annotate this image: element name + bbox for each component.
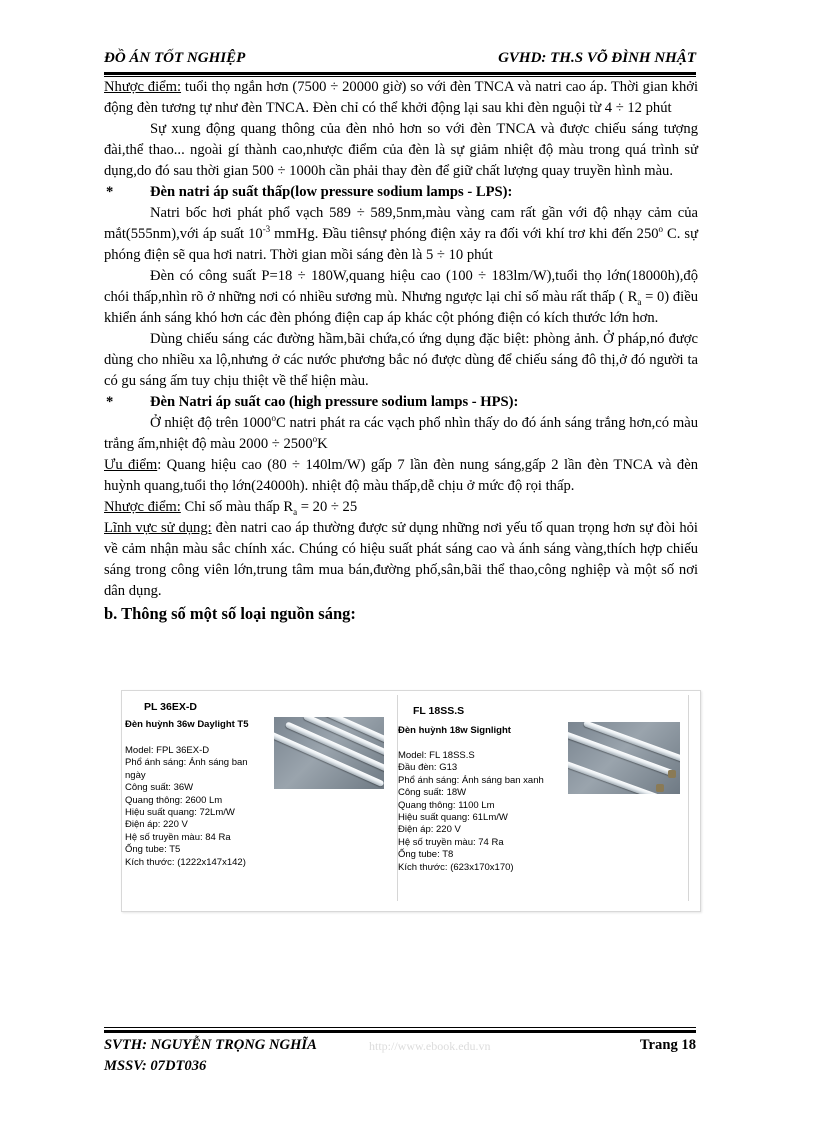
spec-line: Hệ số truyền màu: 74 Ra: [398, 836, 504, 848]
label-linh-vuc: Lĩnh vực sử dụng:: [104, 520, 212, 536]
heading-hps: [104, 392, 698, 413]
spec-line: Model: FL 18SS.S: [398, 750, 475, 761]
tube-cap-shape: [656, 784, 664, 792]
superscript: -3: [262, 224, 271, 235]
text: : Quang hiệu cao (80 ÷ 140lm/W) gấp 7 lần đèn nung sáng,gấp 2 lần đèn TNCA và đèn huỳnh quang,tuổi thọ lớn(24000h). nhiệt độ màu thấp,dễ chịu ở mức độ rọi thấp.: [104, 457, 698, 494]
paragraph-lps-power: [104, 266, 698, 329]
product-card-pl36: [122, 695, 384, 901]
spec-line: Hiệu suất quang: 72Lm/W: [125, 807, 235, 819]
header-title: ĐỒ ÁN TỐT NGHIỆP: [104, 50, 246, 66]
lamp-photo: [568, 722, 680, 794]
paragraph-flux-fluctuation: Sự xung động quang thông của đèn nhỏ hơn so với đèn TNCA và được chiếu sáng tượng đài,thể thao... ngoài gí thành cao,nhược điểm của đèn là sự giảm nhiệt độ màu trong quá trình sử dụng,do đó sau thời gian 500 ÷ 1000h cần phải thay đèn để giữ chất lượng quay truyền hình màu.: [104, 121, 698, 179]
header-supervisor: GVHD: TH.S VÕ ĐÌNH NHẬT: [498, 50, 696, 66]
spec-line: Hệ số truyền màu: 84 Ra: [125, 831, 231, 843]
paragraph-disadvantages-2: [104, 497, 698, 518]
document-body: [104, 77, 698, 624]
product-specs: [398, 750, 544, 874]
paragraph-hps-temperature: [104, 413, 698, 455]
text: Natri bốc hơi phát phổ vạch 589 ÷ 589,5nm,màu vàng cam rất gần với độ nhạy cảm của mắt(555nm),với áp suất 10: [104, 205, 698, 242]
footer-rule-thick: [104, 1030, 696, 1033]
text: tuổi thọ ngắn hơn (7500 ÷ 20000 giờ) so với đèn TNCA và natri cao áp. Thời gian khởi động đèn tương tự như đèn TNCA. Đèn chỉ có thể khởi động lại sau khi đèn nguội từ 4 ÷ 12 phút: [104, 79, 699, 116]
spec-line: ngày: [125, 769, 146, 781]
spec-line: Kích thước: (623x170x170): [398, 861, 514, 873]
header-rule-thick: [104, 72, 696, 75]
label-nhuoc-diem: Nhược điểm:: [104, 79, 182, 95]
product-title: PL 36EX-D: [144, 701, 197, 713]
text: đèn natri cao áp thường được sử dụng những nơi yếu tố quan trọng hơn sự đòi hỏi về cảm nhận màu sắc chính xác. Chúng có hiệu suất phát sáng cao và ánh sáng vàng,thích hợp chiếu sáng trong công viên lớn,trung tâm mua bán,đường phố,sân,bãi thể thao,công nghiệp và một số nơi dân dụng.: [104, 520, 698, 599]
spec-line: Đầu đèn: G13: [398, 762, 458, 774]
bullet-marker: *: [106, 394, 114, 410]
product-subtitle: Đèn huỳnh 18w Signlight: [398, 725, 511, 736]
tube-cap-shape: [668, 770, 676, 778]
text: Chỉ số màu thấp R: [180, 499, 294, 515]
bullet-marker: *: [106, 184, 114, 200]
spec-line: Model: FPL 36EX-D: [125, 745, 210, 756]
degree-superscript: o: [312, 434, 318, 445]
paragraph-lps-spectrum: [104, 203, 698, 266]
text: Đèn có công suất P=18 ÷ 180W,quang hiệu cao (100 ÷ 183lm/W),tuổi thọ lớn(18000h),độ chói thấp,nhìn rõ ở những nơi có nhiều sương mù. Nhưng ngược lại chỉ số màu rất thấp ( R: [104, 268, 698, 305]
text: = 0) điều khiển ánh sáng khó hơn các đèn phóng điện cap áp khác cột phóng điện có kích thước lớn hơn.: [104, 289, 698, 326]
page-header: [104, 50, 696, 70]
text: = 20 ÷ 25: [297, 499, 358, 515]
lamp-photo: [274, 717, 384, 789]
paragraph-disadvantages-1: [104, 77, 698, 119]
spec-line: Điện áp: 220 V: [398, 824, 461, 836]
degree-superscript: o: [271, 413, 276, 424]
label-nhuoc-diem: Nhược điểm:: [104, 499, 181, 515]
page-footer: [104, 1037, 696, 1081]
text: C. sự phóng điện sẽ qua hơi natri. Thời gian mồi sáng đèn là 5 ÷ 10 phút: [104, 226, 698, 263]
text: K: [317, 436, 328, 452]
page-number: Trang 18: [639, 1037, 696, 1053]
subscript: a: [293, 506, 298, 517]
heading-lps-text: Đèn natri áp suất thấp(low pressure sodium lamps - LPS):: [150, 184, 513, 200]
spec-line: Ống tube: T5: [125, 844, 181, 856]
subscript: a: [637, 296, 642, 307]
spec-line: Kích thước: (1222x147x142): [125, 856, 246, 868]
text: C natri phát ra các vạch phổ nhìn thấy do đó ánh sáng trắng hơn,có màu trắng ấm,nhiệt độ màu 2000 ÷ 2500: [104, 415, 698, 452]
spec-line: Công suất: 18W: [398, 787, 467, 799]
footer-watermark-url[interactable]: http://www.ebook.edu.vn: [369, 1039, 491, 1053]
spec-line: Ống tube: T8: [398, 849, 454, 861]
spec-line: Quang thông: 2600 Lm: [125, 794, 223, 806]
spec-line: Hiệu suất quang: 61Lm/W: [398, 812, 508, 824]
footer-student-id: MSSV: 07DT036: [104, 1058, 207, 1074]
paragraph-advantages: [104, 455, 698, 497]
product-specs: [125, 745, 248, 869]
spec-line: Điện áp: 220 V: [125, 819, 188, 831]
footer-student: SVTH: NGUYỄN TRỌNG NGHĨA: [104, 1037, 317, 1053]
label-uu-diem: Ưu điểm: [104, 457, 158, 473]
spec-line: Quang thông: 1100 Lm: [398, 799, 495, 811]
paragraph-applications: [104, 518, 698, 602]
product-subtitle: Đèn huỳnh 36w Daylight T5: [125, 719, 249, 730]
degree-superscript: o: [658, 224, 664, 235]
footer-rule-thin: [104, 1027, 696, 1028]
paragraph-lps-usage: Dùng chiếu sáng các đường hầm,bãi chứa,có ứng dụng đặc biệt: phòng ảnh. Ở pháp,nó được dùng cho nhiều xa lộ,nhưng ở các nước phương bắc nó được dùng để chiếu sáng đô thị,ở đó người ta có gu sáng ấm tuy chịu thiệt về thể hiện màu.: [104, 331, 698, 389]
text: mmHg. Đầu tiênsự phóng điện xảy ra đối với khí trơ khi đến 250: [270, 226, 659, 242]
heading-hps-text: Đèn Natri áp suất cao (high pressure sodium lamps - HPS):: [150, 394, 519, 410]
heading-lps: [104, 182, 698, 203]
spec-line: Phổ ánh sáng: Ánh sáng ban xanh: [398, 774, 544, 786]
text: Ở nhiệt độ trên 1000: [150, 415, 272, 431]
product-figure: [121, 690, 701, 912]
product-card-fl18: [397, 695, 689, 901]
spec-line: Công suất: 36W: [125, 782, 194, 794]
section-b-heading: b. Thông số một số loại nguồn sáng:: [104, 604, 356, 623]
spec-line: Phổ ánh sáng: Ánh sáng ban: [125, 757, 248, 769]
product-title: FL 18SS.S: [413, 705, 465, 717]
